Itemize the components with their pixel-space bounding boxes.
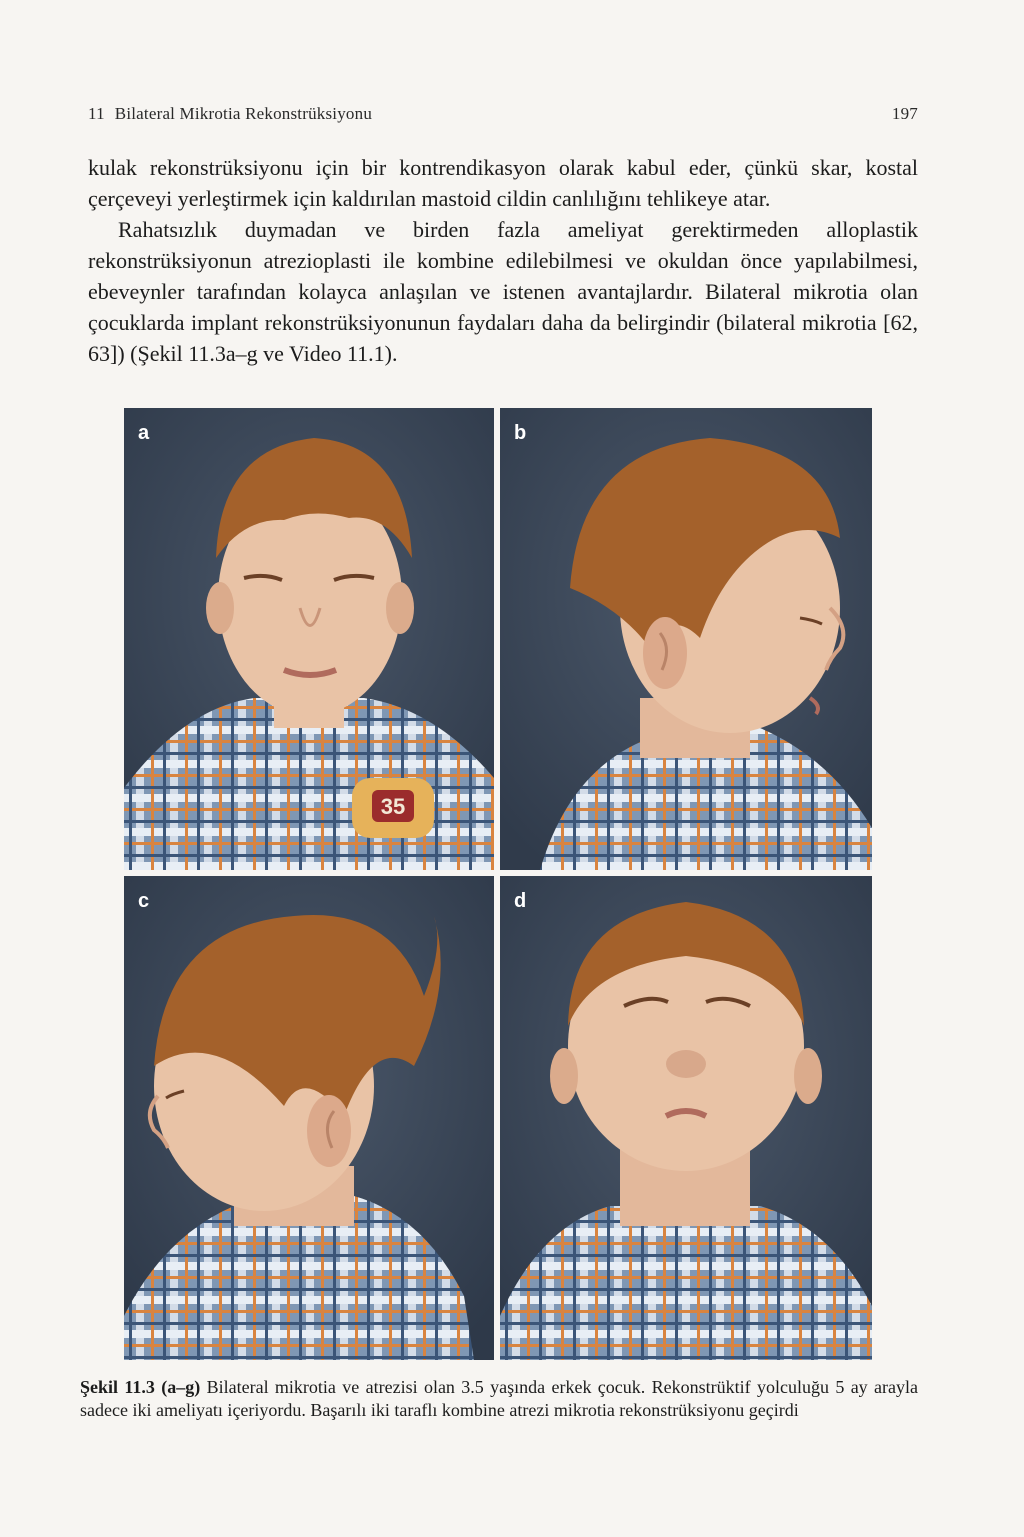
- caption-text: Bilateral mikrotia ve atrezisi olan 3.5 yaşında erkek çocuk. Rekonstrüktif yolculuğu 5 ay arayla sadece iki ameliyatı içeriyordu. Başarılı iki taraflı kombine atrezi mikrotia rekonstrüksiyonu geçirdi: [80, 1377, 919, 1420]
- photo-right-profile: [500, 408, 872, 870]
- running-head: [88, 104, 918, 124]
- photo-left-profile: [124, 876, 494, 1360]
- figure-caption: [80, 1376, 918, 1422]
- body-text: [88, 152, 918, 369]
- patch-number: 35: [380, 794, 406, 819]
- chapter-title: Bilateral Mikrotia Rekonstrüksiyonu: [114, 104, 373, 123]
- panel-letter-c: c: [138, 890, 150, 912]
- caption-label: Şekil 11.3 (a–g): [80, 1377, 201, 1397]
- paragraph-2: Rahatsızlık duymadan ve birden fazla ameliyat gerektirmeden alloplastik rekonstrüksiyonun atrezioplasti ile kombine edilebilmesi ve okuldan önce yapılabilmesi, ebeveynler tarafından kolayca anlaşılan ve istenen avantajlardır. Bilateral mikrotia olan çocuklarda implant rekonstrüksiyonunun faydaları daha da belirgindir (bilateral mikrotia [62, 63]) (Şekil 11.3a–g ve Video 11.1).: [88, 217, 918, 366]
- photo-front-view: [124, 408, 494, 870]
- page-number: 197: [891, 104, 918, 123]
- panel-letter-d: d: [514, 890, 527, 912]
- paragraph-1: kulak rekonstrüksiyonu için bir kontrendikasyon olarak kabul eder, çünkü skar, kostal çerçeveyi yerleştirmek için kaldırılan mastoid cildin canlılığını tehlikeye atar.: [88, 155, 918, 211]
- photo-panel-d: [500, 876, 872, 1360]
- photo-panel-b: [500, 408, 872, 870]
- photo-panel-a: [124, 408, 494, 870]
- photo-chin-up-view: [500, 876, 872, 1360]
- panel-letter-b: b: [514, 422, 527, 444]
- figure-11-3: [122, 405, 874, 1361]
- panel-letter-a: a: [138, 422, 150, 444]
- chapter-number: 11: [88, 104, 105, 123]
- photo-panel-c: [124, 876, 494, 1360]
